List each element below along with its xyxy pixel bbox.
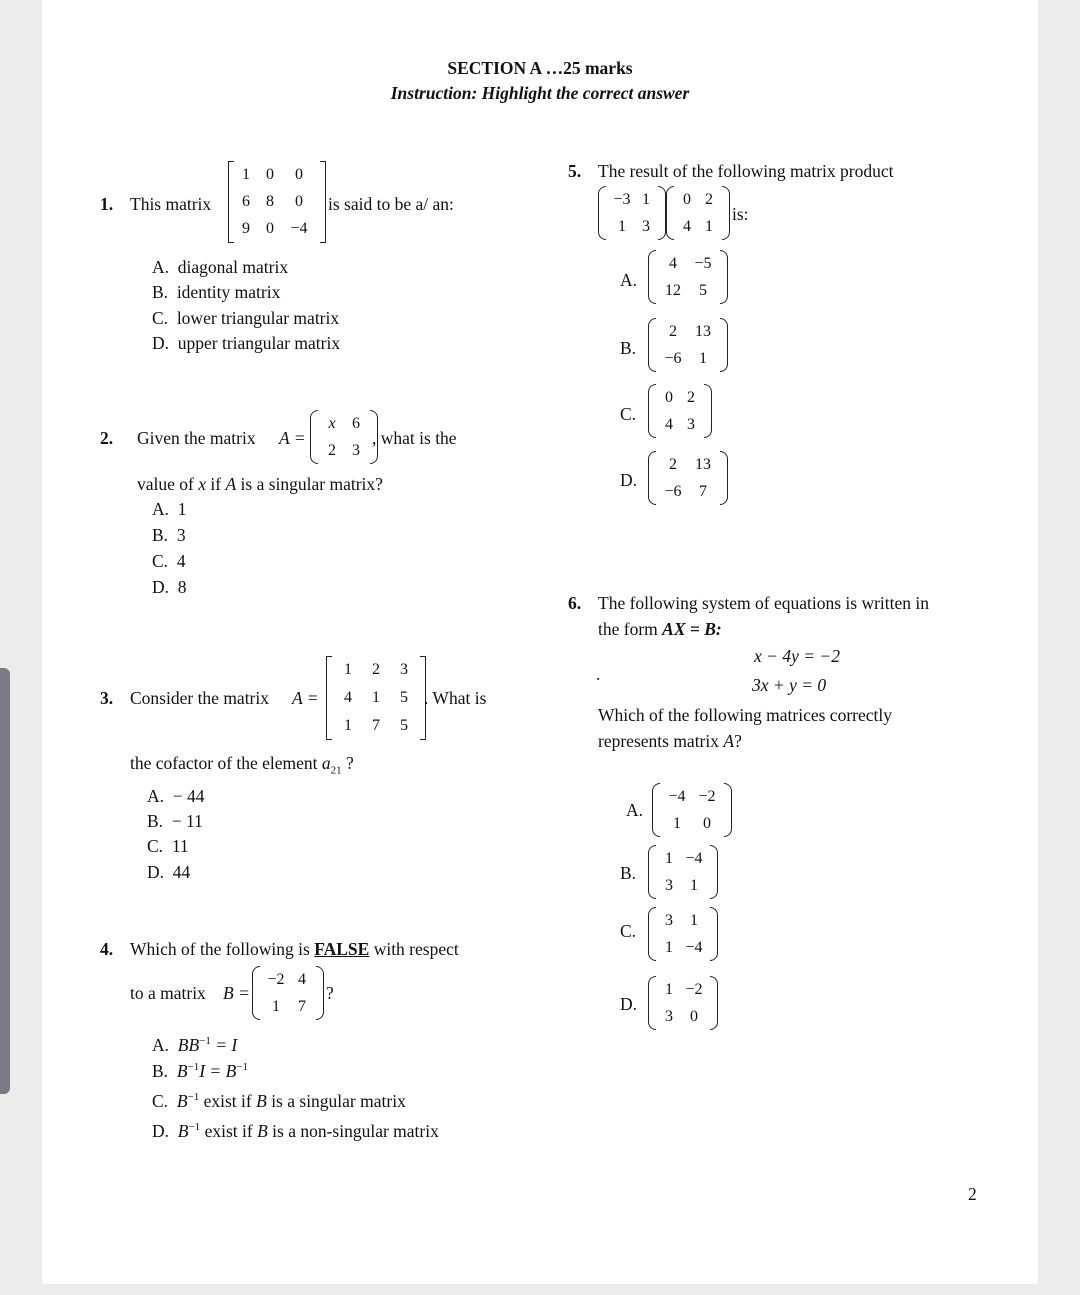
q5-option-a-matrix[interactable]: 4 −5 12 5	[648, 250, 728, 304]
q2-text-post: , what is the	[372, 428, 457, 448]
q5-option-b-matrix[interactable]: 2 13 −6 1	[648, 318, 728, 372]
q6-number: 6.	[568, 593, 582, 613]
q3-option-c[interactable]: C. 11	[147, 836, 189, 856]
q6-text-line1: The following system of equations is written in	[598, 593, 929, 613]
q4-option-d[interactable]: D. $B^{-1}$ exist if B is a non-singular matrix	[152, 1120, 439, 1141]
q6-option-c-matrix[interactable]: 3 1 1 −4	[648, 907, 718, 961]
q3-number: 3.	[100, 688, 114, 708]
q1-text-post: is said to be a/ an:	[328, 194, 454, 214]
q6-option-a-letter[interactable]: A.	[626, 800, 644, 820]
q5-text: The result of the following matrix product	[598, 161, 894, 181]
q5-matrix-1: −3 1 1 3	[598, 186, 666, 240]
instruction: Instruction: Highlight the correct answer	[390, 83, 690, 103]
q2-number: 2.	[100, 428, 114, 448]
q4-text-line1: Which of the following is FALSE with respect	[130, 939, 459, 959]
q5-is: is:	[732, 204, 749, 224]
q4-qmark: ?	[326, 983, 334, 1003]
page-number: 2	[968, 1184, 977, 1204]
q3-option-b[interactable]: B. − 11	[147, 811, 203, 831]
q2-lhs: A =	[279, 428, 306, 448]
document-page	[42, 0, 1038, 1284]
q1-number: 1.	[100, 194, 114, 214]
q5-number: 5.	[568, 161, 582, 181]
q5-option-d-matrix[interactable]: 2 13 −6 7	[648, 451, 728, 505]
q6-option-b-letter[interactable]: B.	[620, 863, 637, 883]
scroll-handle[interactable]	[0, 668, 10, 1094]
section-title: SECTION A …25 marks	[447, 58, 633, 78]
q2-text-pre: Given the matrix	[137, 428, 256, 448]
q6-text-line4: represents matrix A?	[598, 731, 742, 751]
q4-number: 4.	[100, 939, 114, 959]
q5-option-c-letter[interactable]: C.	[620, 404, 637, 424]
q6-dot: .	[596, 664, 601, 684]
q4-matrix: −2 4 1 7	[252, 966, 324, 1020]
q6-equation-2: 3x + y = 0	[752, 675, 827, 695]
q1-option-a[interactable]: A. diagonal matrix	[152, 257, 289, 277]
q3-option-a[interactable]: A. − 44	[147, 786, 205, 806]
q1-option-c[interactable]: C. lower triangular matrix	[152, 308, 340, 328]
q2-matrix: x 6 2 3	[310, 410, 378, 464]
q4-option-a[interactable]: A. $BB^{-1} = I$	[152, 1034, 238, 1055]
q5-option-a-letter[interactable]: A.	[620, 270, 638, 290]
q1-option-b[interactable]: B. identity matrix	[152, 282, 281, 302]
q6-text-line2: the form AX = B:	[598, 619, 722, 639]
q2-option-a[interactable]: A. 1	[152, 499, 187, 519]
q4-option-c[interactable]: C. $B^{-1}$ exist if B is a singular matrix	[152, 1090, 406, 1111]
q6-option-d-matrix[interactable]: 1 −2 3 0	[648, 976, 718, 1030]
q1-matrix: 1 0 0 6 8 0 9 0 −4	[228, 161, 326, 243]
q3-text-line2: the cofactor of the element $a_{21}$ ?	[130, 753, 354, 777]
q2-option-d[interactable]: D. 8	[152, 577, 187, 597]
q2-option-c[interactable]: C. 4	[152, 551, 186, 571]
q2-option-b[interactable]: B. 3	[152, 525, 186, 545]
q5-matrix-2: 0 2 4 1	[666, 186, 730, 240]
q6-option-b-matrix[interactable]: 1 −4 3 1	[648, 845, 718, 899]
q6-text-line3: Which of the following matrices correctly	[598, 705, 892, 725]
q3-option-d[interactable]: D. 44	[147, 862, 191, 882]
q4-text-line2: to a matrix	[130, 983, 206, 1003]
q6-option-a-matrix[interactable]: −4 −2 1 0	[652, 783, 732, 837]
q6-option-d-letter[interactable]: D.	[620, 994, 638, 1014]
q5-option-b-letter[interactable]: B.	[620, 338, 637, 358]
q3-matrix: 1 2 3 4 1 5 1 7 5	[326, 656, 426, 740]
q5-option-d-letter[interactable]: D.	[620, 470, 638, 490]
q2-text-line2: value of x if A is a singular matrix?	[137, 474, 383, 494]
q3-text-pre: Consider the matrix	[130, 688, 270, 708]
q4-lhs: B =	[223, 983, 250, 1003]
q3-lhs: A =	[292, 688, 319, 708]
q3-text-post: . What is	[424, 688, 487, 708]
q1-text-pre: This matrix	[130, 194, 212, 214]
q5-option-c-matrix[interactable]: 0 2 4 3	[648, 384, 712, 438]
q1-option-d[interactable]: D. upper triangular matrix	[152, 333, 341, 353]
q6-equation-1: x − 4y = −2	[754, 646, 840, 666]
q6-option-c-letter[interactable]: C.	[620, 921, 637, 941]
q4-option-b[interactable]: B. $B^{-1}I = B^{-1}$	[152, 1060, 249, 1081]
